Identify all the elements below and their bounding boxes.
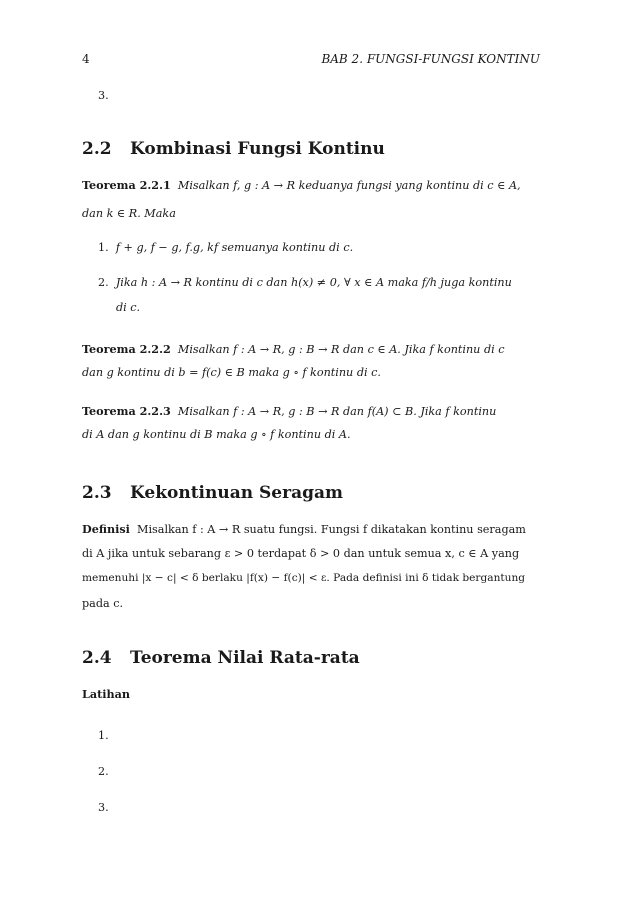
section-title: Teorema Nilai Rata-rata: [130, 648, 360, 668]
section-heading: [82, 648, 542, 670]
list-item: 3.: [98, 89, 109, 102]
theorem-223: [82, 404, 496, 418]
section-title: Kekontinuan Seragam: [130, 483, 343, 503]
theorem-text: Misalkan f : A → R, g : B → R dan f(A) ⊂ B. Jika f kontinu: [177, 405, 497, 418]
definition-text: di A jika untuk sebarang ε > 0 terdapat δ > 0 dan untuk semua x, c ∈ A yang: [82, 547, 520, 560]
definition-label: Definisi: [82, 522, 130, 536]
list-item: [98, 241, 353, 254]
section-number: 2.4: [82, 648, 112, 668]
exercise-item: 2.: [98, 765, 109, 778]
section-title: Kombinasi Fungsi Kontinu: [130, 139, 385, 159]
theorem-label: Teorema 2.2.1: [82, 178, 171, 192]
exercise-item: 3.: [98, 801, 109, 814]
item-text: di c.: [116, 301, 141, 314]
exercise-item: 1.: [98, 729, 109, 742]
chapter-header: BAB 2. FUNGSI-FUNGSI KONTINU: [321, 52, 540, 66]
theorem-text: dan k ∈ R. Maka: [82, 207, 176, 220]
item-number: 2.: [98, 276, 109, 289]
theorem-text: Misalkan f, g : A → R keduanya fungsi yang kontinu di c ∈ A,: [177, 179, 521, 192]
item-number: 1.: [98, 241, 109, 254]
section-number: 2.2: [82, 139, 112, 159]
theorem-222: [82, 342, 505, 356]
exercises-label: Latihan: [82, 687, 131, 701]
theorem-text: Misalkan f : A → R, g : B → R dan c ∈ A. Jika f kontinu di c: [177, 343, 505, 356]
page-number: 4: [82, 52, 90, 66]
section-heading: [82, 139, 542, 161]
list-item: [98, 276, 512, 289]
theorem-label: Teorema 2.2.2: [82, 342, 171, 356]
theorem-221: [82, 178, 521, 192]
item-text: f + g, f − g, f.g, kf semuanya kontinu di c.: [115, 241, 354, 254]
theorem-label: Teorema 2.2.3: [82, 404, 171, 418]
definition-text: memenuhi |x − c| < δ berlaku |f(x) − f(c)| < ε. Pada definisi ini δ tidak bergantung: [82, 572, 526, 584]
item-text: Jika h : A → R kontinu di c dan h(x) ≠ 0, ∀ x ∈ A maka f/h juga kontinu: [115, 276, 512, 289]
section-heading: [82, 483, 542, 505]
theorem-text: di A dan g kontinu di B maka g ∘ f kontinu di A.: [82, 428, 351, 441]
definition: [82, 522, 526, 536]
definition-text: Misalkan f : A → R suatu fungsi. Fungsi f dikatakan kontinu seragam: [137, 523, 526, 536]
section-number: 2.3: [82, 483, 112, 503]
definition-text: pada c.: [82, 597, 124, 610]
theorem-text: dan g kontinu di b = f(c) ∈ B maka g ∘ f kontinu di c.: [82, 366, 381, 379]
